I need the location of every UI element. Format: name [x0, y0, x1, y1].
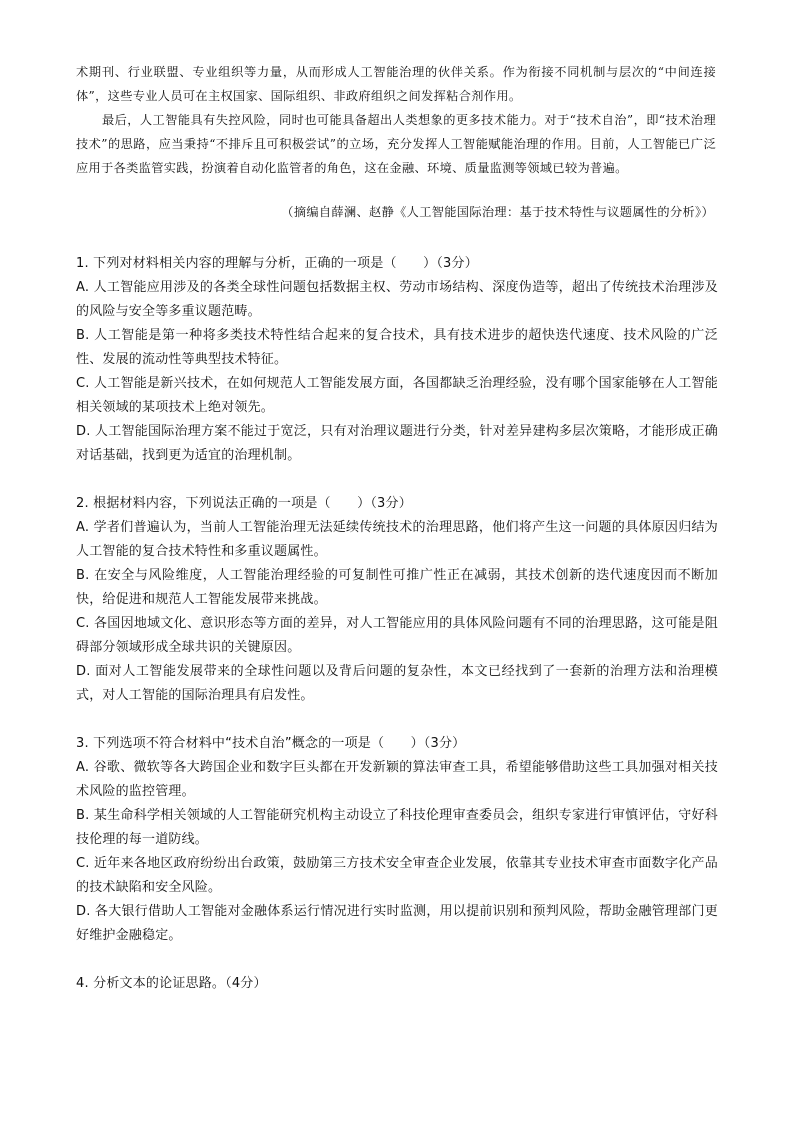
option-b: B. 人工智能是第一种将多类技术特性结合起来的复合技术，具有技术进步的超快迭代速度、技术风险的广泛性、发展的流动性等典型技术特征。 — [76, 328, 718, 367]
question-4 — [76, 972, 718, 996]
question-stem: 1. 下列对材料相关内容的理解与分析，正确的一项是（ ）（3分） — [76, 256, 478, 271]
option-a: A. 人工智能应用涉及的各类全球性问题包括数据主权、劳动市场结构、深度伪造等，超出了传统技术治理涉及的风险与安全等多重议题范畴。 — [76, 280, 718, 319]
option-c: C. 近年来各地区政府纷纷出台政策，鼓励第三方技术安全审查企业发展，依靠其专业技术审查市面数字化产品的技术缺陷和安全风险。 — [76, 856, 718, 895]
passage-source: （摘编自薛澜、赵静《人工智能国际治理：基于技术特性与议题属性的分析》） — [281, 205, 714, 219]
passage-paragraph: 最后，人工智能具有失控风险，同时也可能具备超出人类想象的更多技术能力。对于“技术自治”，即“技术治理技术”的思路，应当秉持“不排斥且可积极尝试”的立场，充分发挥人工智能赋能治理的作用。目前，人工智能已广泛应用于各类监管实践，扮演着自动化监管者的角色，这在金融、环境、质量监测等领域已较为普遍。 — [76, 113, 716, 175]
question-stem: 4. 分析文本的论证思路。（4分） — [76, 976, 267, 991]
option-c: C. 各国因地域文化、意识形态等方面的差异，对人工智能应用的具体风险问题有不同的治理思路，这可能是阻碍部分领域形成全球共识的关键原因。 — [76, 616, 718, 655]
option-b: B. 在安全与风险维度，人工智能治理经验的可复制性可推广性正在减弱，其技术创新的迭代速度因而不断加快，给促进和规范人工智能发展带来挑战。 — [76, 568, 718, 607]
option-d: D. 面对人工智能发展带来的全球性问题以及背后问题的复杂性，本文已经找到了一套新的治理方法和治理模式，对人工智能的国际治理具有启发性。 — [76, 664, 718, 703]
option-d: D. 各大银行借助人工智能对金融体系运行情况进行实时监测，用以提前识别和预判风险，帮助金融管理部门更好维护金融稳定。 — [76, 904, 718, 943]
option-a: A. 谷歌、微软等各大跨国企业和数字巨头都在开发新颖的算法审查工具，希望能够借助这些工具加强对相关技术风险的监控管理。 — [76, 760, 718, 799]
option-b: B. 某生命科学相关领域的人工智能研究机构主动设立了科技伦理审查委员会，组织专家进行审慎评估，守好科技伦理的每一道防线。 — [76, 808, 718, 847]
option-a: A. 学者们普遍认为，当前人工智能治理无法延续传统技术的治理思路，他们将产生这一问题的具体原因归结为人工智能的复合技术特性和多重议题属性。 — [76, 520, 718, 559]
option-d: D. 人工智能国际治理方案不能过于宽泛，只有对治理议题进行分类，针对差异建构多层次策略，才能形成正确对话基础，找到更为适宜的治理机制。 — [76, 424, 718, 463]
question-stem: 2. 根据材料内容，下列说法正确的一项是（ ）（3分） — [76, 496, 412, 511]
question-stem: 3. 下列选项不符合材料中“技术自治”概念的一项是（ ）（3分） — [76, 736, 466, 751]
option-c: C. 人工智能是新兴技术，在如何规范人工智能发展方面，各国都缺乏治理经验，没有哪个国家能够在人工智能相关领域的某项技术上绝对领先。 — [76, 376, 718, 415]
question-1 — [76, 252, 718, 468]
question-2 — [76, 492, 718, 708]
passage-paragraph: 术期刊、行业联盟、专业组织等力量，从而形成人工智能治理的伙伴关系。作为衔接不同机制与层次的“中间连接体”，这些专业人员可在主权国家、国际组织、非政府组织之间发挥粘合剂作用。 — [76, 65, 716, 103]
question-3 — [76, 732, 718, 948]
